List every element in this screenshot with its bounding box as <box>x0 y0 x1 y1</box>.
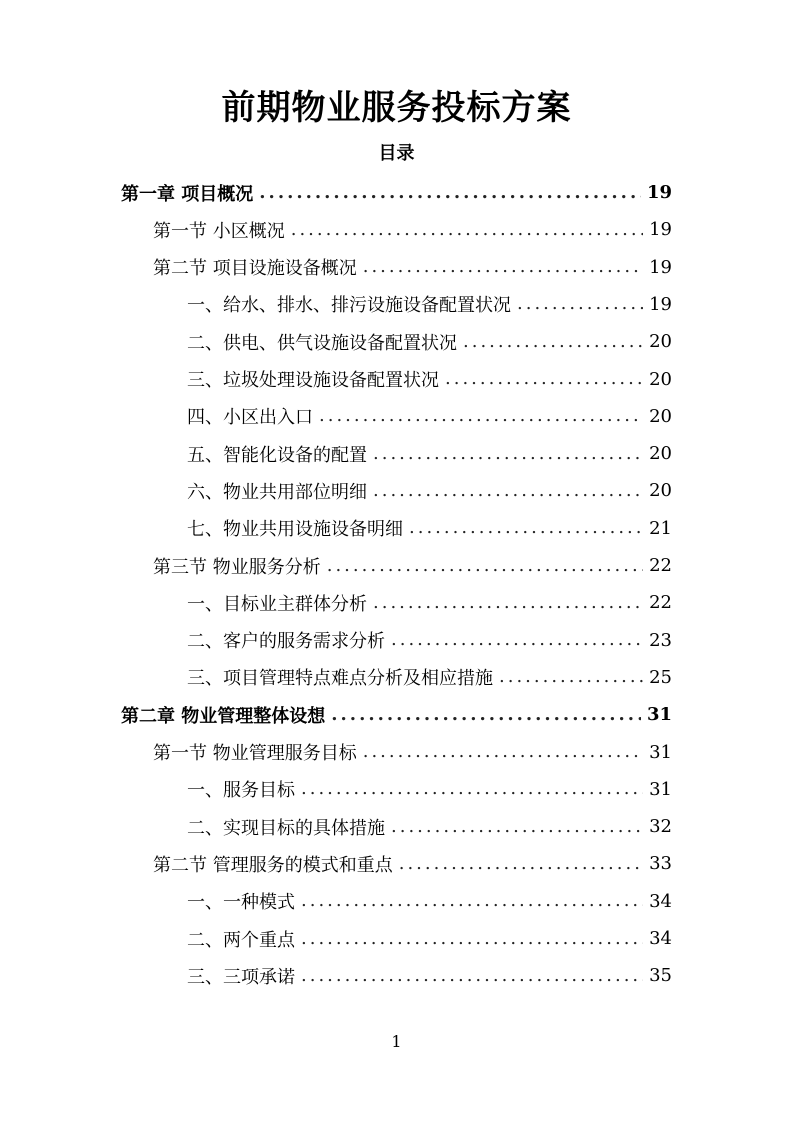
toc-entry-page: 34 <box>649 890 672 912</box>
toc-entry-label: 一、给水、排水、排污设施设备配置状况 <box>187 295 511 317</box>
toc-entry-level-3[interactable] <box>187 920 672 957</box>
toc-entry-level-3[interactable] <box>187 472 672 509</box>
toc-entry-level-3[interactable] <box>187 957 672 994</box>
toc-entry-page: 22 <box>649 592 672 614</box>
toc-entry-page: 20 <box>649 405 672 427</box>
toc-dot-leader <box>259 182 641 204</box>
toc-entry-page: 20 <box>649 480 672 502</box>
toc-entry-page: 31 <box>649 741 672 763</box>
toc-entry-label: 第二章 物业管理整体设想 <box>121 705 326 727</box>
toc-entry-label: 三、项目管理特点难点分析及相应措施 <box>187 668 493 690</box>
toc-heading: 目录 <box>378 143 415 164</box>
toc-entry-label: 第二节 管理服务的模式和重点 <box>153 854 393 876</box>
toc-entry-page: 33 <box>649 853 672 875</box>
toc-entry-page: 19 <box>646 182 672 203</box>
toc-dot-leader <box>517 293 643 315</box>
toc-dot-leader <box>319 405 643 427</box>
toc-dot-leader <box>445 368 643 390</box>
toc-entry-level-3[interactable] <box>187 584 672 621</box>
toc-entry-level-3[interactable] <box>187 361 672 398</box>
toc-entry-label: 一、服务目标 <box>187 780 295 802</box>
toc-entry-page: 19 <box>649 256 672 278</box>
toc-entry-level-3[interactable] <box>187 659 672 696</box>
toc-entry-label: 第三节 物业服务分析 <box>153 556 321 578</box>
toc-entry-level-3[interactable] <box>187 398 672 435</box>
toc-entry-level-2[interactable] <box>153 211 672 248</box>
toc-entry-page: 19 <box>649 293 672 315</box>
toc-entry-label: 七、物业共用设施设备明细 <box>187 519 403 541</box>
toc-entry-level-3[interactable] <box>187 286 672 323</box>
toc-entry-label: 二、客户的服务需求分析 <box>187 631 385 653</box>
toc-entry-page: 22 <box>649 555 672 576</box>
toc-entry-page: 21 <box>649 517 672 539</box>
toc-dot-leader <box>409 517 643 539</box>
toc-dot-leader <box>373 592 643 614</box>
toc-entry-label: 二、两个重点 <box>187 929 295 951</box>
toc-entry-label: 四、小区出入口 <box>187 407 313 429</box>
toc-dot-leader <box>363 741 643 763</box>
toc-entry-page: 35 <box>649 965 672 987</box>
toc-dot-leader <box>363 256 643 278</box>
toc-entry-page: 32 <box>649 816 672 838</box>
toc-dot-leader <box>291 219 643 241</box>
toc-dot-leader <box>499 666 643 688</box>
toc-dot-leader <box>301 890 643 912</box>
toc-dot-leader <box>301 965 643 987</box>
toc-dot-leader <box>373 443 643 465</box>
toc-entry-label: 第二节 项目设施设备概况 <box>153 258 357 280</box>
toc-entry-page: 31 <box>646 704 672 726</box>
toc-entry-level-3[interactable] <box>187 883 672 920</box>
toc-entry-label: 二、供电、供气设施设备配置状况 <box>187 332 457 354</box>
toc-dot-leader <box>373 480 643 502</box>
toc-entry-page: 34 <box>649 928 672 949</box>
toc-dot-leader <box>399 853 643 875</box>
toc-entry-page: 20 <box>649 443 672 465</box>
toc-entry-level-3[interactable] <box>187 510 672 547</box>
toc-entry-page: 25 <box>649 666 672 688</box>
toc-entry-level-3[interactable] <box>187 323 672 360</box>
toc-entry-label: 三、三项承诺 <box>187 966 295 988</box>
toc-dot-leader <box>391 816 643 838</box>
toc-entry-label: 一、目标业主群体分析 <box>187 593 367 615</box>
toc-entry-page: 31 <box>649 778 672 800</box>
toc-entry-page: 19 <box>649 219 672 241</box>
toc-entry-label: 一、一种模式 <box>187 892 295 914</box>
toc-entry-page: 23 <box>649 629 672 651</box>
toc-dot-leader <box>301 778 643 800</box>
toc-entry-level-1[interactable] <box>121 174 672 211</box>
toc-entry-level-3[interactable] <box>187 622 672 659</box>
toc-dot-leader <box>327 555 643 577</box>
toc-entry-level-2[interactable] <box>153 249 672 286</box>
toc-entry-level-3[interactable] <box>187 808 672 845</box>
toc-entry-level-3[interactable] <box>187 435 672 472</box>
toc-dot-leader <box>331 704 641 726</box>
toc-entry-label: 五、智能化设备的配置 <box>187 444 367 466</box>
document-title: 前期物业服务投标方案 <box>221 88 572 128</box>
toc-dot-leader <box>301 928 643 950</box>
toc-entry-label: 第一章 项目概况 <box>121 183 254 205</box>
toc-entry-level-2[interactable] <box>153 734 672 771</box>
toc-entry-label: 六、物业共用部位明细 <box>187 481 367 503</box>
toc-entry-label: 三、垃圾处理设施设备配置状况 <box>187 370 439 391</box>
toc-entry-label: 第一节 物业管理服务目标 <box>153 743 357 764</box>
toc-entry-level-1[interactable] <box>121 696 672 733</box>
toc-dot-leader <box>391 629 643 651</box>
toc-entry-label: 第一节 小区概况 <box>153 220 285 242</box>
page-number: 1 <box>391 1032 402 1051</box>
toc-entry-label: 二、实现目标的具体措施 <box>187 817 385 839</box>
toc-entry-level-3[interactable] <box>187 771 672 808</box>
toc-entry-page: 20 <box>649 331 672 353</box>
toc-dot-leader <box>463 331 643 353</box>
toc-entry-level-2[interactable] <box>153 845 672 882</box>
toc-entry-level-2[interactable] <box>153 547 672 584</box>
toc-entry-page: 20 <box>649 368 672 390</box>
